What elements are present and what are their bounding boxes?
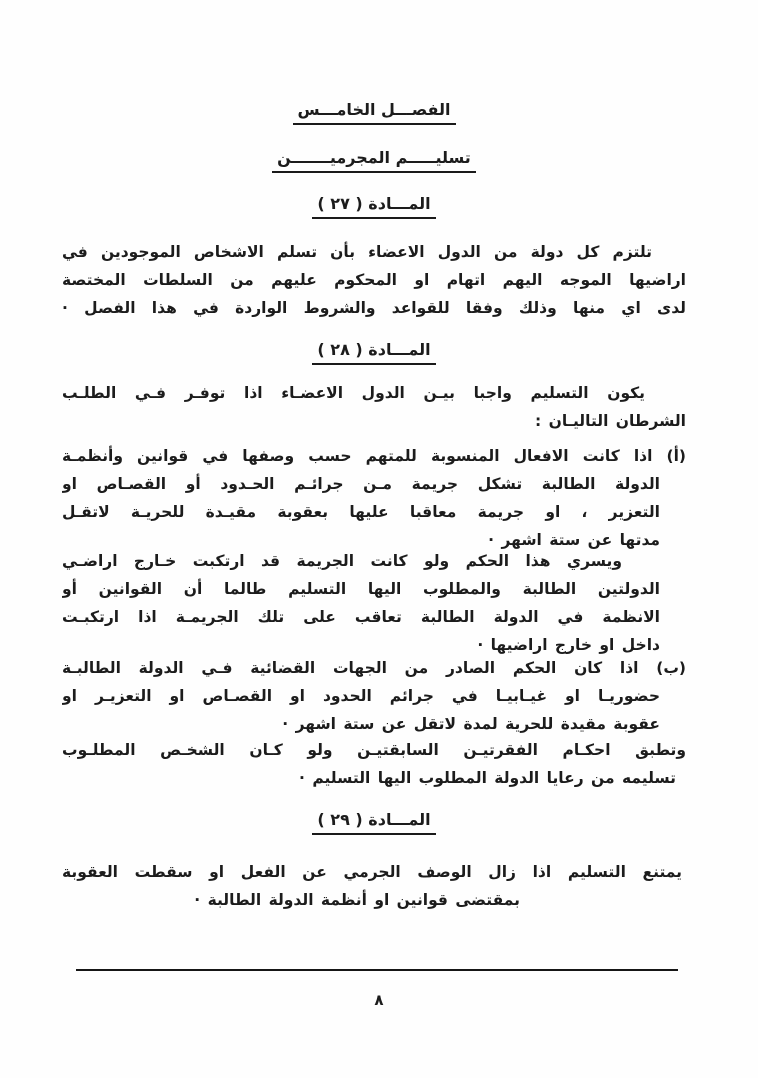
text-line: عقوبة مقيدة للحرية لمدة لاتقل عن ستة اشهر · <box>282 715 660 733</box>
list-item-b <box>62 654 686 738</box>
text-line: مدتها عن ستة اشهر · <box>488 531 660 549</box>
text-line: تلتزم كل دولة من الدول الاعضاء بأن تسلم الاشخاص الموجودين في <box>62 243 652 261</box>
chapter-subtitle-text: تسليـــــم المجرميـــــــن <box>272 148 476 173</box>
text-line: حضوريـا او غيـابيـا في جرائم الحدود او القصـاص او التعزيـر او <box>62 687 660 705</box>
chapter-title <box>62 100 686 125</box>
text-line: التعزير ، او جريمة معاقبا عليها بعقوبة مقيـدة للحريـة لاتقـل <box>62 503 660 521</box>
article-28-closing <box>62 736 686 792</box>
text-line: الشرطان التاليـان : <box>535 412 686 430</box>
text-line: بمقتضى قوانين او أنظمة الدولة الطالبة · <box>194 891 520 909</box>
text-line: الدولتين الطالبة والمطلوب اليها التسليم طالما أن القوانين أو <box>62 580 660 598</box>
list-item-a <box>62 442 686 554</box>
text-line: (أ) اذا كانت الافعال المنسوبة للمتهم حسب وصفها في قوانين وأنظمـة <box>62 447 686 465</box>
text-line: وتطبق احكـام الفقرتيـن السابقتيـن ولو كـان الشخـص المطلـوب <box>62 741 686 759</box>
text-line: تسليمه من رعايا الدولة المطلوب اليها التسليم · <box>299 769 676 787</box>
article-27-heading <box>62 194 686 219</box>
list-item-a-continuation <box>62 547 686 659</box>
article-29-heading <box>62 810 686 835</box>
text-line: الانظمة في الدولة الطالبة تعاقب على تلك الجريمـة اذا ارتكبـت <box>62 608 660 626</box>
footer-divider <box>76 969 678 971</box>
article-28-intro <box>62 379 686 435</box>
article-28-heading <box>62 340 686 365</box>
article-27-body <box>62 238 686 322</box>
chapter-subtitle <box>62 148 686 173</box>
chapter-title-text: الفصـــل الخامـــس <box>293 100 456 125</box>
article-27-heading-text: المـــادة ( ٢٧ ) <box>312 194 435 219</box>
text-line: (ب) اذا كان الحكم الصادر من الجهات القضائية فـي الدولة الطالبـة <box>62 659 686 677</box>
text-line: ويسري هذا الحكم ولو كانت الجريمة قد ارتكبت خـارج اراضـي <box>62 552 622 570</box>
text-line: الدولة الطالبة تشكل جريمة مـن جرائـم الحـدود أو القصـاص او <box>62 475 660 493</box>
text-line: داخل او خارج اراضيها · <box>477 636 660 654</box>
page-number: ٨ <box>374 991 384 1009</box>
text-line: اراضيها الموجه اليهم اتهام او المحكوم عليهم من السلطات المختصة <box>62 271 686 289</box>
text-line: يمتنع التسليم اذا زال الوصف الجرمي عن الفعل او سقطت العقوبة <box>62 863 682 881</box>
text-line: يكون التسليم واجبا بيـن الدول الاعضـاء اذا توفـر فـي الطلـب <box>62 384 645 402</box>
text-line: لدى اي منها وذلك وفقا للقواعد والشروط الواردة في هذا الفصل · <box>62 299 686 317</box>
article-29-body <box>62 858 686 914</box>
article-28-heading-text: المـــادة ( ٢٨ ) <box>312 340 435 365</box>
article-29-heading-text: المـــادة ( ٢٩ ) <box>312 810 435 835</box>
